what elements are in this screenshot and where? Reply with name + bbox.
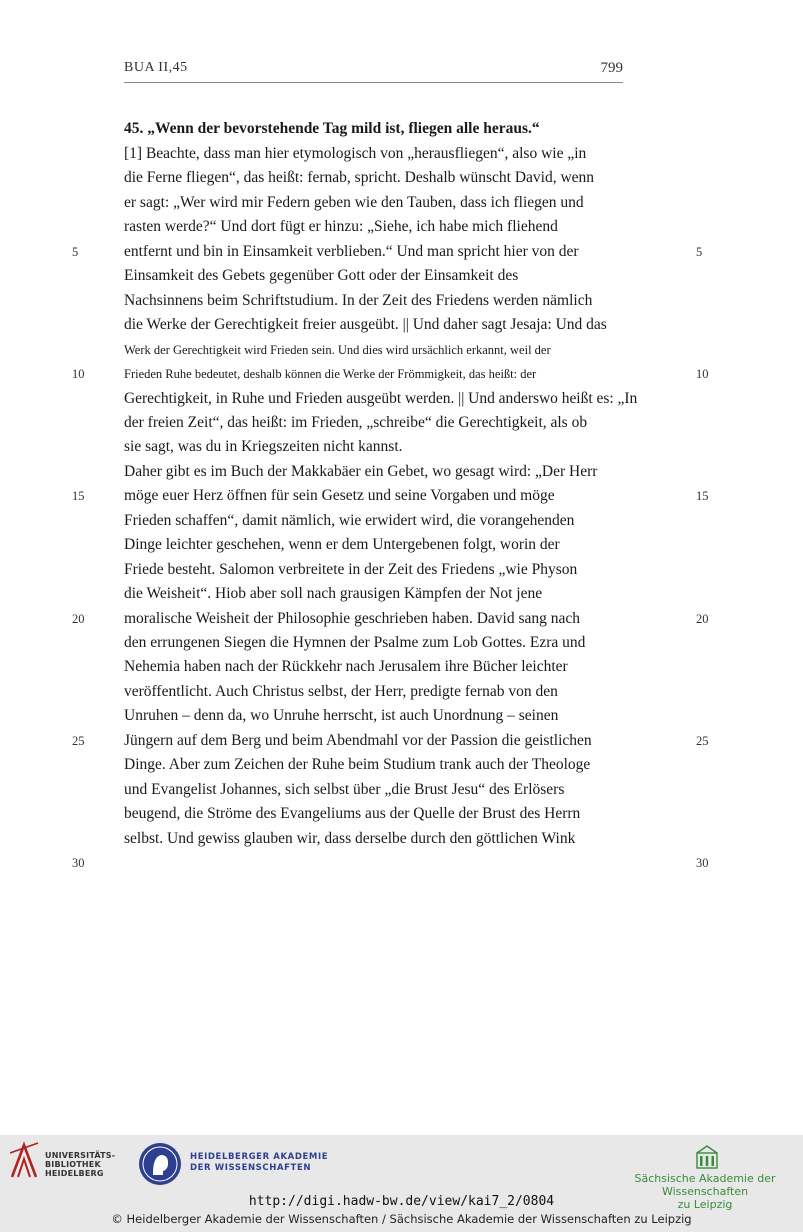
line-number-left: 5 <box>72 244 79 259</box>
text-line: den errungenen Siegen die Hymnen der Psalme zum Lob Gottes. Ezra und <box>124 634 586 651</box>
page-number: 799 <box>600 60 623 76</box>
text-line: Gerechtigkeit, in Ruhe und Frieden ausgeübt werden. || Und anderswo heißt es: „In <box>124 389 638 407</box>
saxon-academy-emblem-icon[interactable] <box>696 1145 718 1169</box>
text-line: Jüngern auf dem Berg und beim Abendmahl vor der Passion die geistlichen <box>124 731 592 749</box>
text-line: die Werke der Gerechtigkeit freier ausgeübt. || Und daher sagt Jesaja: Und das <box>124 316 607 334</box>
line-number-left: 30 <box>72 856 85 871</box>
line-number-right: 25 <box>696 733 709 748</box>
line-number-left: 25 <box>72 733 85 748</box>
text-line: entfernt und bin in Einsamkeit verblieben.“ Und man spricht hier von der <box>124 242 579 260</box>
text-line: möge euer Herz öffnen für sein Gesetz und seine Vorgaben und möge <box>124 487 555 505</box>
text-line: Nachsinnens beim Schriftstudium. In der Zeit des Friedens werden nämlich <box>124 291 593 309</box>
text-line: die Ferne fliegen“, das heißt: fernab, spricht. Deshalb wünscht David, wenn <box>124 169 595 187</box>
text-line: Nehemia haben nach der Rückkehr nach Jerusalem ihre Bücher leichter <box>124 658 568 676</box>
line-number-right: 10 <box>696 367 709 382</box>
text-line: selbst. Und gewiss glauben wir, dass derselbe durch den göttlichen Wink <box>124 829 576 847</box>
line-number-right: 30 <box>696 856 709 871</box>
text-line: Daher gibt es im Buch der Makkabäer ein Gebet, wo gesagt wird: „Der Herr <box>124 462 598 480</box>
hadw-line: HEIDELBERGER AKADEMIE <box>190 1152 329 1162</box>
line-number-left: 20 <box>72 611 85 626</box>
section-title: 45. „Wenn der bevorstehende Tag mild ist, fliegen alle heraus.“ <box>124 120 540 137</box>
university-library-logo-icon[interactable] <box>10 1141 40 1179</box>
text-line: Frieden Ruhe bedeutet, deshalb können die Werke der Frömmigkeit, das heißt: der <box>124 367 537 382</box>
text-line: [1] Beachte, dass man hier etymologisch von „herausfliegen“, also wie „in <box>124 145 587 162</box>
text-line: und Evangelist Johannes, sich selbst über „die Brust Jesu“ des Erlösers <box>124 780 565 798</box>
text-line: veröffentlicht. Auch Christus selbst, der Herr, predigte fernab von den <box>124 682 558 700</box>
text-line: Dinge. Aber zum Zeichen der Ruhe beim Studium trank auch der Theologe <box>124 756 591 774</box>
line-number-right: 15 <box>696 489 709 504</box>
text-line: moralische Weisheit der Philosophie geschrieben haben. David sang nach <box>124 609 581 627</box>
copyright-notice: © Heidelberger Akademie der Wissenschaften / Sächsische Akademie der Wissenschaften zu Leipzig <box>111 1212 692 1226</box>
footer-bar <box>0 1135 803 1232</box>
hadw-line: DER WISSENSCHAFTEN <box>190 1163 312 1173</box>
line-number-right: 20 <box>696 611 709 626</box>
text-line: Einsamkeit des Gebets gegenüber Gott oder der Einsamkeit des <box>124 267 519 285</box>
text-line: rasten werde?“ Und dort fügt er hinzu: „Siehe, ich habe mich fliehend <box>124 218 558 236</box>
text-line: der freien Zeit“, das heißt: im Frieden, „schreibe“ die Gerechtigkeit, als ob <box>124 413 588 431</box>
text-line: Friede besteht. Salomon verbreitete in der Zeit des Friedens „wie Physon <box>124 560 578 578</box>
text-line: Dinge leichter geschehen, wenn er dem Untergebenen folgt, worin der <box>124 536 560 554</box>
saw-line: Sächsische Akademie der Wissenschaften <box>634 1172 776 1198</box>
heidelberg-academy-name <box>190 1152 328 1174</box>
ub-line: UNIVERSITÄTS- <box>45 1151 116 1160</box>
text-line: die Weisheit“. Hiob aber soll nach grausigen Kämpfen der Not jene <box>124 585 543 603</box>
line-number-left: 10 <box>72 367 85 382</box>
running-head-siglum: BUA II,45 <box>124 60 188 75</box>
permalink-url[interactable]: http://digi.hadw-bw.de/view/kai7_2/0804 <box>248 1194 555 1209</box>
saw-line: zu Leipzig <box>677 1198 733 1211</box>
header-rule <box>124 82 623 83</box>
text-line: Unruhen – denn da, wo Unruhe herrscht, ist auch Unordnung – seinen <box>124 707 559 725</box>
text-line: Werk der Gerechtigkeit wird Frieden sein. Und dies wird ursächlich erkannt, weil der <box>124 342 551 357</box>
line-number-right: 5 <box>696 244 703 259</box>
line-number-left: 15 <box>72 489 85 504</box>
text-line: sie sagt, was du in Kriegszeiten nicht kannst. <box>124 438 403 456</box>
text-line: beugend, die Ströme des Evangeliums aus der Quelle der Brust des Herrn <box>124 805 581 823</box>
ub-line: BIBLIOTHEK <box>45 1160 101 1169</box>
heidelberg-academy-emblem-icon[interactable] <box>139 1143 181 1185</box>
university-library-name <box>45 1151 115 1178</box>
ub-line: HEIDELBERG <box>45 1169 104 1178</box>
text-line: er sagt: „Wer wird mir Federn geben wie den Tauben, dass ich fliegen und <box>124 193 584 211</box>
text-line: Frieden schaffen“, damit nämlich, wie erwidert wird, die vorangehenden <box>124 511 575 529</box>
